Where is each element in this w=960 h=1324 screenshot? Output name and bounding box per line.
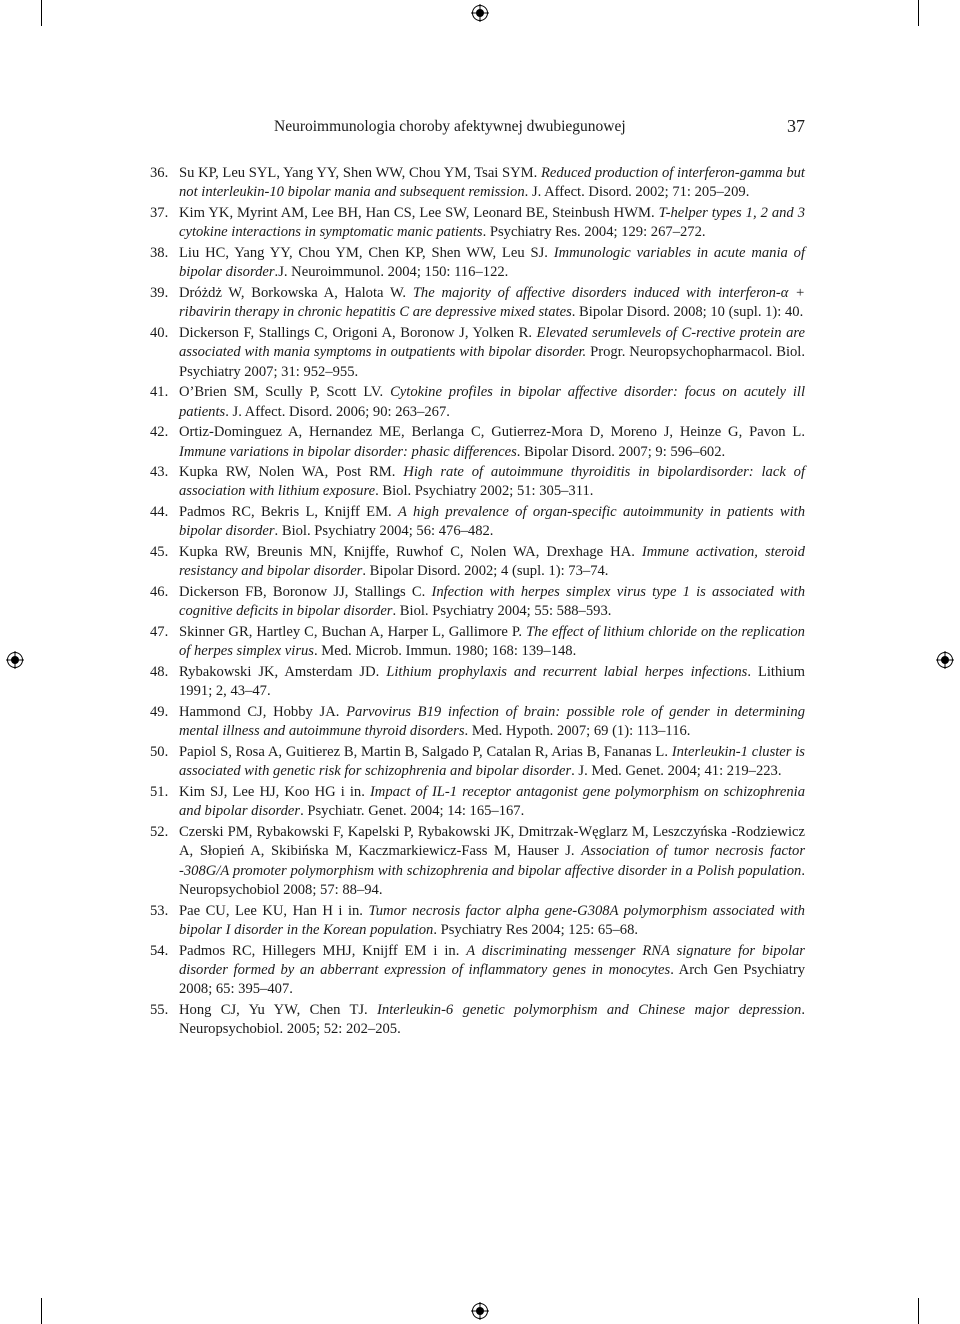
reference-source: Progr. Neuropsychopharmacol. Biol. Psychiatry 2007; 31: 952–955. <box>179 344 806 380</box>
reference-item <box>150 743 805 782</box>
reference-authors: Padmos RC, Hillegers MHJ, Knijff EM i in. <box>179 942 467 959</box>
reference-source: . Psychiatr. Genet. 2004; 14: 165–167. <box>300 803 525 820</box>
reference-source: . Bipolar Disord. 2002; 4 (supl. 1): 73–74. <box>362 563 609 580</box>
reference-item <box>150 942 805 1000</box>
reference-item <box>150 204 805 243</box>
reference-authors: Kim SJ, Lee HJ, Koo HG i in. <box>179 784 370 801</box>
reference-title: T-helper types 1, 2 and 3 cytokine interactions in symptomatic manic patients <box>179 204 805 241</box>
reference-title: Infection with herpes simplex virus type 1 is associated with cognitive deficits in bipolar disorder <box>179 584 805 620</box>
reference-authors: Czerski PM, Rybakowski F, Kapelski P, Rybakowski JK, Dmitrzak-Węglarz M, Leszczyńska -Rodziewicz A, Słopień A, Skibińska M, Kaczmarkiewicz-Fass M, Hauser J. <box>179 824 805 860</box>
reference-number: 51. <box>150 784 169 801</box>
reference-authors: Hong CJ, Yu YW, Chen TJ. <box>179 1001 378 1018</box>
reference-authors: Dróżdż W, Borkowska A, Halota W. <box>179 284 413 301</box>
crop-mark-top-left <box>41 0 42 26</box>
reference-number: 41. <box>150 384 169 401</box>
reference-title: Interleukin-6 genetic polymorphism and Chinese major depression <box>377 1001 802 1018</box>
reference-number: 46. <box>150 584 169 601</box>
reference-authors: Dickerson FB, Boronow JJ, Stallings C. <box>179 584 432 601</box>
running-title: Neuroimmunologia choroby afektywnej dwubiegunowej <box>274 118 626 135</box>
reference-item <box>150 823 805 900</box>
reference-source: . Bipolar Disord. 2007; 9: 596–602. <box>516 443 726 460</box>
reference-authors: Skinner GR, Hartley C, Buchan A, Harper L, Gallimore P. <box>179 624 527 641</box>
reference-source: . Biol. Psychiatry 2004; 56: 476–482. <box>274 523 494 540</box>
reference-title: Cytokine profiles in bipolar affective disorder: focus on acutely ill patients <box>179 384 805 420</box>
reference-list <box>150 164 805 1041</box>
reference-item <box>150 1001 805 1040</box>
reference-source: . Med. Microb. Immun. 1980; 168: 139–148. <box>313 643 577 660</box>
reference-number: 40. <box>150 324 169 341</box>
reference-title: Immunologic variables in acute mania of bipolar disorder <box>179 244 806 281</box>
reference-title: The majority of affective disorders induced with interferon-α + ribavirin therapy in chronic hepatitis C are depressive mixed states <box>179 284 805 321</box>
reference-item <box>150 623 805 662</box>
reference-item <box>150 703 805 742</box>
reference-number: 49. <box>150 704 169 721</box>
reference-source: . Bipolar Disord. 2008; 10 (supl. 1): 40. <box>571 304 804 321</box>
reference-number: 42. <box>150 424 169 441</box>
registration-mark-bottom-icon <box>471 1302 489 1320</box>
reference-source: . Med. Hypoth. 2007; 69 (1): 113–116. <box>464 723 691 740</box>
registration-mark-left-icon <box>6 651 24 669</box>
reference-number: 36. <box>150 165 169 181</box>
reference-title: Association of tumor necrosis factor -308G/A promoter polymorphism with schizophrenia and bipolar affective disorder in a Polish population <box>179 843 805 879</box>
reference-authors: Papiol S, Rosa A, Guitierez B, Martin B, Salgado P, Catalan R, Arias B, Fananas L. <box>179 744 672 761</box>
reference-source: . Neuropsychobiol. 2005; 52: 202–205. <box>179 1001 806 1038</box>
reference-authors: Ortiz-Dominguez A, Hernandez ME, Berlanga C, Gutierrez-Mora D, Moreno J, Heinze G, Pavon L. <box>179 424 805 441</box>
reference-title: Impact of IL-1 receptor antagonist gene polymorphism on schizophrenia and bipolar disorder <box>179 784 805 820</box>
registration-mark-right-icon <box>936 651 954 669</box>
reference-title: Lithium prophylaxis and recurrent labial herpes infections <box>386 664 748 681</box>
reference-source: . Biol. Psychiatry 2002; 51: 305–311. <box>375 483 594 500</box>
reference-number: 43. <box>150 464 169 481</box>
reference-authors: Padmos RC, Bekris L, Knijff EM. <box>179 504 399 521</box>
reference-item <box>150 284 805 323</box>
reference-number: 55. <box>150 1001 169 1018</box>
reference-authors: Pae CU, Lee KU, Han H i in. <box>179 902 369 919</box>
crop-mark-bottom-right <box>918 1298 919 1324</box>
reference-source: . J. Affect. Disord. 2002; 71: 205–209. <box>524 184 750 201</box>
reference-item <box>150 583 805 622</box>
reference-item <box>150 324 805 382</box>
reference-number: 53. <box>150 902 169 919</box>
reference-title: Parvovirus B19 infection of brain: possible role of gender in determining mental illness and autoimmune thyroid disorders <box>179 704 806 740</box>
reference-number: 39. <box>150 284 169 301</box>
reference-title: The effect of lithium chloride on the replication of herpes simplex virus <box>179 624 805 660</box>
reference-number: 38. <box>150 244 169 261</box>
crop-mark-top-right <box>918 0 919 26</box>
reference-source: . J. Med. Genet. 2004; 41: 219–223. <box>571 763 782 780</box>
reference-number: 52. <box>150 824 169 841</box>
running-header <box>150 116 805 140</box>
reference-title: Immune variations in bipolar disorder: phasic differences <box>179 443 517 460</box>
reference-authors: Dickerson F, Stallings C, Origoni A, Boronow J, Yolken R. <box>179 324 537 341</box>
reference-number: 45. <box>150 544 169 561</box>
registration-mark-top-icon <box>471 4 489 22</box>
reference-number: 54. <box>150 942 169 959</box>
reference-item <box>150 663 805 702</box>
reference-title: Elevated serumlevels of C-rective protein are associated with mania symptoms in outpatients with bipolar disorder. <box>179 324 805 361</box>
reference-item <box>150 503 805 542</box>
reference-source: . J. Affect. Disord. 2006; 90: 263–267. <box>225 403 450 420</box>
reference-authors: Kim YK, Myrint AM, Lee BH, Han CS, Lee SW, Leonard BE, Steinbush HWM. <box>179 204 659 221</box>
crop-mark-bottom-left <box>41 1298 42 1324</box>
reference-source: . Lithium 1991; 2, 43–47. <box>179 664 805 700</box>
page-number: 37 <box>787 116 805 136</box>
reference-item <box>150 543 805 582</box>
reference-authors: Liu HC, Yang YY, Chou YM, Chen KP, Shen WW, Leu SJ. <box>179 244 554 261</box>
reference-item <box>150 902 805 941</box>
reference-item <box>150 423 805 462</box>
reference-item <box>150 164 805 203</box>
reference-authors: Hammond CJ, Hobby JA. <box>179 704 347 721</box>
reference-item <box>150 244 805 283</box>
reference-number: 48. <box>150 664 169 681</box>
reference-source: . Arch Gen Psychiatry 2008; 65: 395–407. <box>179 961 805 998</box>
reference-title: High rate of autoimmune thyroiditis in bipolardisorder: lack of association with lithium exposure <box>179 464 805 500</box>
reference-title: A high prevalence of organ-specific autoimmunity in patients with bipolar disorder <box>179 504 805 540</box>
reference-number: 37. <box>150 204 169 221</box>
reference-authors: Kupka RW, Nolen WA, Post RM. <box>179 464 404 481</box>
reference-title: Interleukin-1 cluster is associated with genetic risk for schizophrenia and bipolar disorder <box>179 744 805 780</box>
reference-source: . Psychiatry Res. 2004; 129: 267–272. <box>482 224 706 241</box>
reference-title: A discriminating messenger RNA signature for bipolar disorder formed by an abberrant expression of inflammatory genes in monocytes <box>179 942 805 978</box>
reference-title: Immune activation, steroid resistancy and bipolar disorder <box>179 544 805 580</box>
reference-number: 47. <box>150 624 169 641</box>
reference-item <box>150 463 805 502</box>
reference-title: Tumor necrosis factor alpha gene-G308A polymorphism associated with bipolar I disorder in the Korean population <box>179 902 805 938</box>
reference-authors: O’Brien SM, Scully P, Scott LV. <box>179 384 391 401</box>
reference-source: . Neuropsychobiol 2008; 57: 88–94. <box>179 862 805 898</box>
reference-source: . Psychiatry Res 2004; 125: 65–68. <box>433 921 639 938</box>
reference-number: 50. <box>150 744 169 761</box>
reference-item <box>150 783 805 822</box>
reference-title: Reduced production of interferon-gamma but not interleukin-10 bipolar mania and subsequent remission <box>179 165 805 201</box>
reference-authors: Kupka RW, Breunis MN, Knijffe, Ruwhof C, Nolen WA, Drexhage HA. <box>179 544 642 561</box>
reference-source: .J. Neuroimmunol. 2004; 150: 116–122. <box>274 264 509 281</box>
reference-authors: Su KP, Leu SYL, Yang YY, Shen WW, Chou YM, Tsai SYM. <box>179 165 541 181</box>
reference-source: . Biol. Psychiatry 2004; 55: 588–593. <box>392 603 612 620</box>
reference-authors: Rybakowski JK, Amsterdam JD. <box>179 664 387 681</box>
reference-number: 44. <box>150 504 169 521</box>
reference-item <box>150 383 805 422</box>
